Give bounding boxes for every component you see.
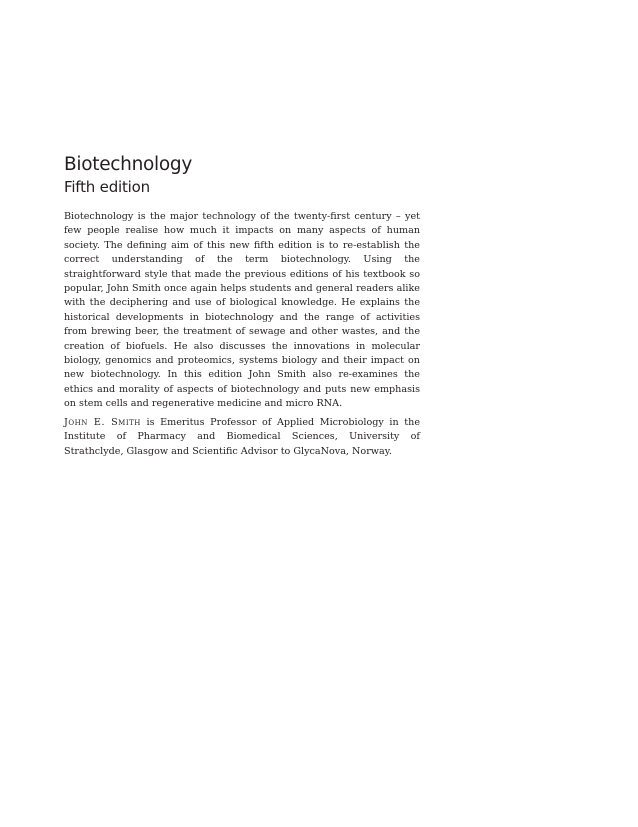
- author-bio-text: is Emeritus Professor of Applied Microbiology in the Institute of Pharmacy and Biomedical Sciences, University of Strathclyde, Glasgow and Scientific Advisor to GlycaNova, Norway.: [64, 417, 420, 457]
- author-name: John E. Smith: [64, 417, 141, 428]
- author-bio: [64, 416, 420, 459]
- book-description: Biotechnology is the major technology of the twenty-first century – yet few people realise how much it impacts on many aspects of human society. The defining aim of this new fifth edition is to re-establish the correct understanding of the term biotechnology. Using the straightforward style that made the previous editions of his textbook so popular, John Smith once again helps students and general readers alike with the deciphering and use of biological knowledge. He explains the historical developments in biotechnology and the range of activities from brewing beer, the treatment of sewage and other wastes, and the creation of biofuels. He also discusses the innovations in molecular biology, genomics and proteomics, systems biology and their impact on new biotechnology. In this edition John Smith also re-examines the ethics and morality of aspects of biotechnology and puts new emphasis on stem cells and regenerative medicine and micro RNA.: [64, 211, 420, 410]
- book-title: Biotechnology: [64, 154, 192, 175]
- book-edition: Fifth edition: [64, 178, 150, 196]
